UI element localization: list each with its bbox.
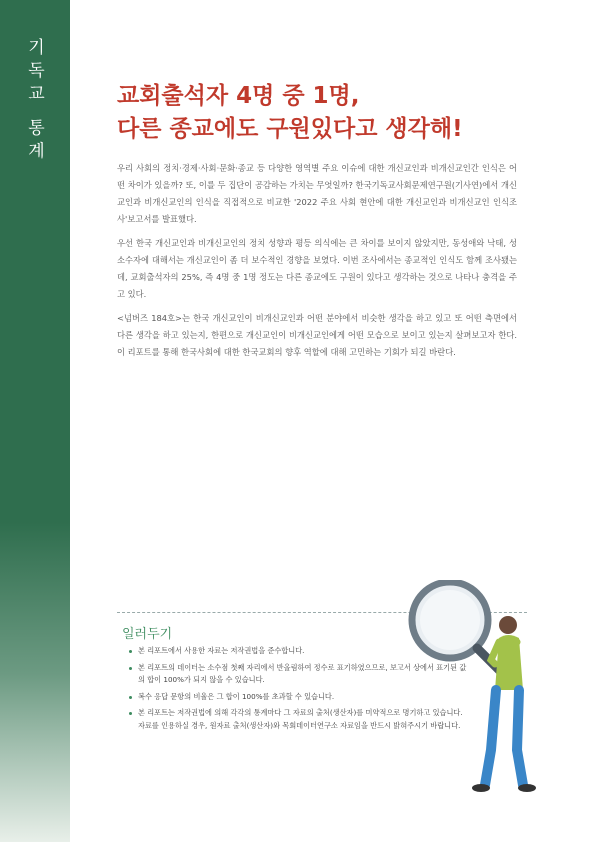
paragraph-1: 우리 사회의 정치·경제·사회·문화·종교 등 다양한 영역별 주요 이슈에 대한 개신교인과 비개신교인간 인식은 어떤 차이가 있을까? 또, 이를 두 집단이 공감하는 가치는 무엇일까? 한국기독교사회문제연구원(기사연)에서 개신교인과 비개신교인의 인식을 직접적으로 비교한 '2022 주요 사회 현안에 대한 개신교인과 비개신교인 인식조사'보고서를 발표했다. (117, 163, 517, 224)
person-leg-right (517, 690, 523, 785)
paragraph-2: 우선 한국 개신교인과 비개신교인의 정치 성향과 평등 의식에는 큰 차이를 보이지 않았지만, 동성애와 낙태, 성소수자에 대해서는 개신교인이 좀 더 보수적인 경향을 보였다. 이번 조사에서는 종교적인 인식도 함께 조사됐는데, 교회출석자의 25%, 즉 4명 중 1명 정도는 다른 종교에도 구원이 있다고 생각하는 것으로 나타나 충격을 주고 있다. (117, 238, 517, 299)
body-text (117, 160, 517, 368)
note-item: 본 리포트는 저작권법에 의해 각각의 통계마다 그 자료의 출처(생산자)를 미약적으로 명기하고 있습니다. 자료를 인용하실 경우, 원자료 출처(생산자)와 목회데이터연구소 자료임을 반드시 밝혀주시기 바랍니다. (138, 707, 468, 732)
person-head (499, 616, 517, 634)
person-leg-left (485, 690, 496, 785)
paragraph-3: <넘버즈 184호>는 한국 개신교인이 비개신교인과 어떤 분야에서 비슷한 생각을 하고 있고 또 어떤 측면에서 다른 생각을 하고 있는지, 한편으로 개신교인이 비개신교인에게 어떤 모습으로 보이고 있는지 살펴보고자 한다. 이 리포트를 통해 한국사회에 대한 한국교회의 향후 역할에 대해 고민하는 기회가 되길 바란다. (117, 313, 517, 357)
sidebar-title: 기독교 통계 (24, 38, 44, 165)
sidebar (0, 0, 70, 842)
note-item: 본 리포트의 데이터는 소수점 첫째 자리에서 반올림하여 정수로 표기하였으므로, 보고서 상에서 표기된 값의 합이 100%가 되지 않을 수 있습니다. (138, 662, 468, 687)
notes-title: 일러두기 (122, 627, 173, 642)
page-title-line-1: 교회출석자 4명 중 1명, (117, 83, 360, 109)
note-item: 복수 응답 문항의 비율은 그 합이 100%를 초과할 수 있습니다. (138, 691, 468, 704)
page-title (117, 80, 557, 146)
magnifier-person-illustration (395, 580, 565, 820)
note-item: 본 리포트에서 사용한 자료는 저작권법을 준수합니다. (138, 645, 468, 658)
page-title-line-2: 다른 종교에도 구원있다고 생각해! (117, 116, 463, 142)
